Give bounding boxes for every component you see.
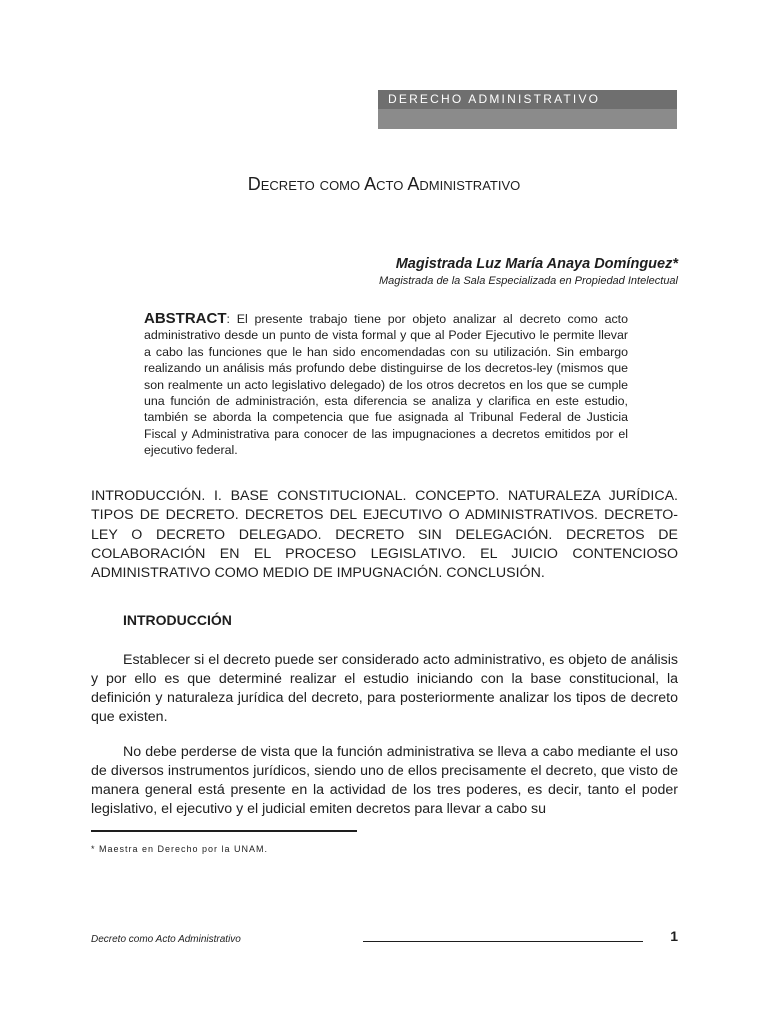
- page-number: 1: [670, 928, 678, 944]
- running-footer-title: Decreto como Acto Administrativo: [91, 934, 241, 945]
- abstract-text: El presente trabajo tiene por objeto analizar al decreto como acto administrativo desde un punto de vista formal y que al Poder Ejecutivo le permite llevar a cabo las funciones que le han sido encomendadas con su utilización. Sin embargo realizando un análisis más profundo debe distinguirse de los decretos-ley (mismos que son realmente un acto legislativo delegado) de los otros decretos en los que se cumple una función de administración, esta diferencia se analiza y clarifica en este estudio, también se aborda la competencia que fue asignada al Tribunal Federal de Justicia Fiscal y Administrativa para conocer de las impugnaciones a decretos emitidos por el ejecutivo federal.: [144, 312, 628, 458]
- footer-divider: [363, 941, 643, 942]
- footnote: * Maestra en Derecho por la UNAM.: [91, 844, 269, 854]
- abstract: [144, 311, 628, 459]
- article-title: Decreto como Acto Administrativo: [247, 174, 521, 194]
- section-heading: INTRODUCCIÓN: [123, 612, 232, 628]
- body-paragraph: No debe perderse de vista que la función administrativa se lleva a cabo mediante el uso de diversos instrumentos jurídicos, siendo uno de ellos precisamente el decreto, que visto de manera general está presente en la actividad de los tres poderes, es decir, tanto el poder legislativo, el ejecutivo y el judicial emiten decretos para llevar a cabo su: [91, 744, 678, 817]
- table-of-contents: INTRODUCCIÓN. I. BASE CONSTITUCIONAL. CONCEPTO. NATURALEZA JURÍDICA. TIPOS DE DECRETO. DECRETOS DEL EJECUTIVO O ADMINISTRATIVOS. DECRETO-LEY O DECRETO DELEGADO. DECRETO SIN DELEGACIÓN. DECRETOS DE COLABORACIÓN EN EL PROCESO LEGISLATIVO. EL JUICIO CONTENCIOSO ADMINISTRATIVO COMO MEDIO DE IMPUGNACIÓN. CONCLUSIÓN.: [91, 488, 678, 582]
- body-paragraph: Establecer si el decreto puede ser considerado acto administrativo, es objeto de análisis y por ello es que determiné realizar el estudio iniciando con la base constitucional, la definición y naturaleza jurídica del decreto, para posteriormente analizar los tipos de decreto que existen.: [91, 652, 678, 725]
- section-header-bar: [378, 90, 677, 129]
- footnote-divider: [91, 830, 357, 832]
- author-name: Magistrada Luz María Anaya Domínguez*: [395, 256, 678, 272]
- section-label: DERECHO ADMINISTRATIVO: [388, 92, 601, 106]
- abstract-label: ABSTRACT: [144, 310, 227, 327]
- abstract-colon: :: [226, 312, 237, 326]
- author-affiliation: Magistrada de la Sala Especializada en Propiedad Intelectual: [378, 275, 678, 287]
